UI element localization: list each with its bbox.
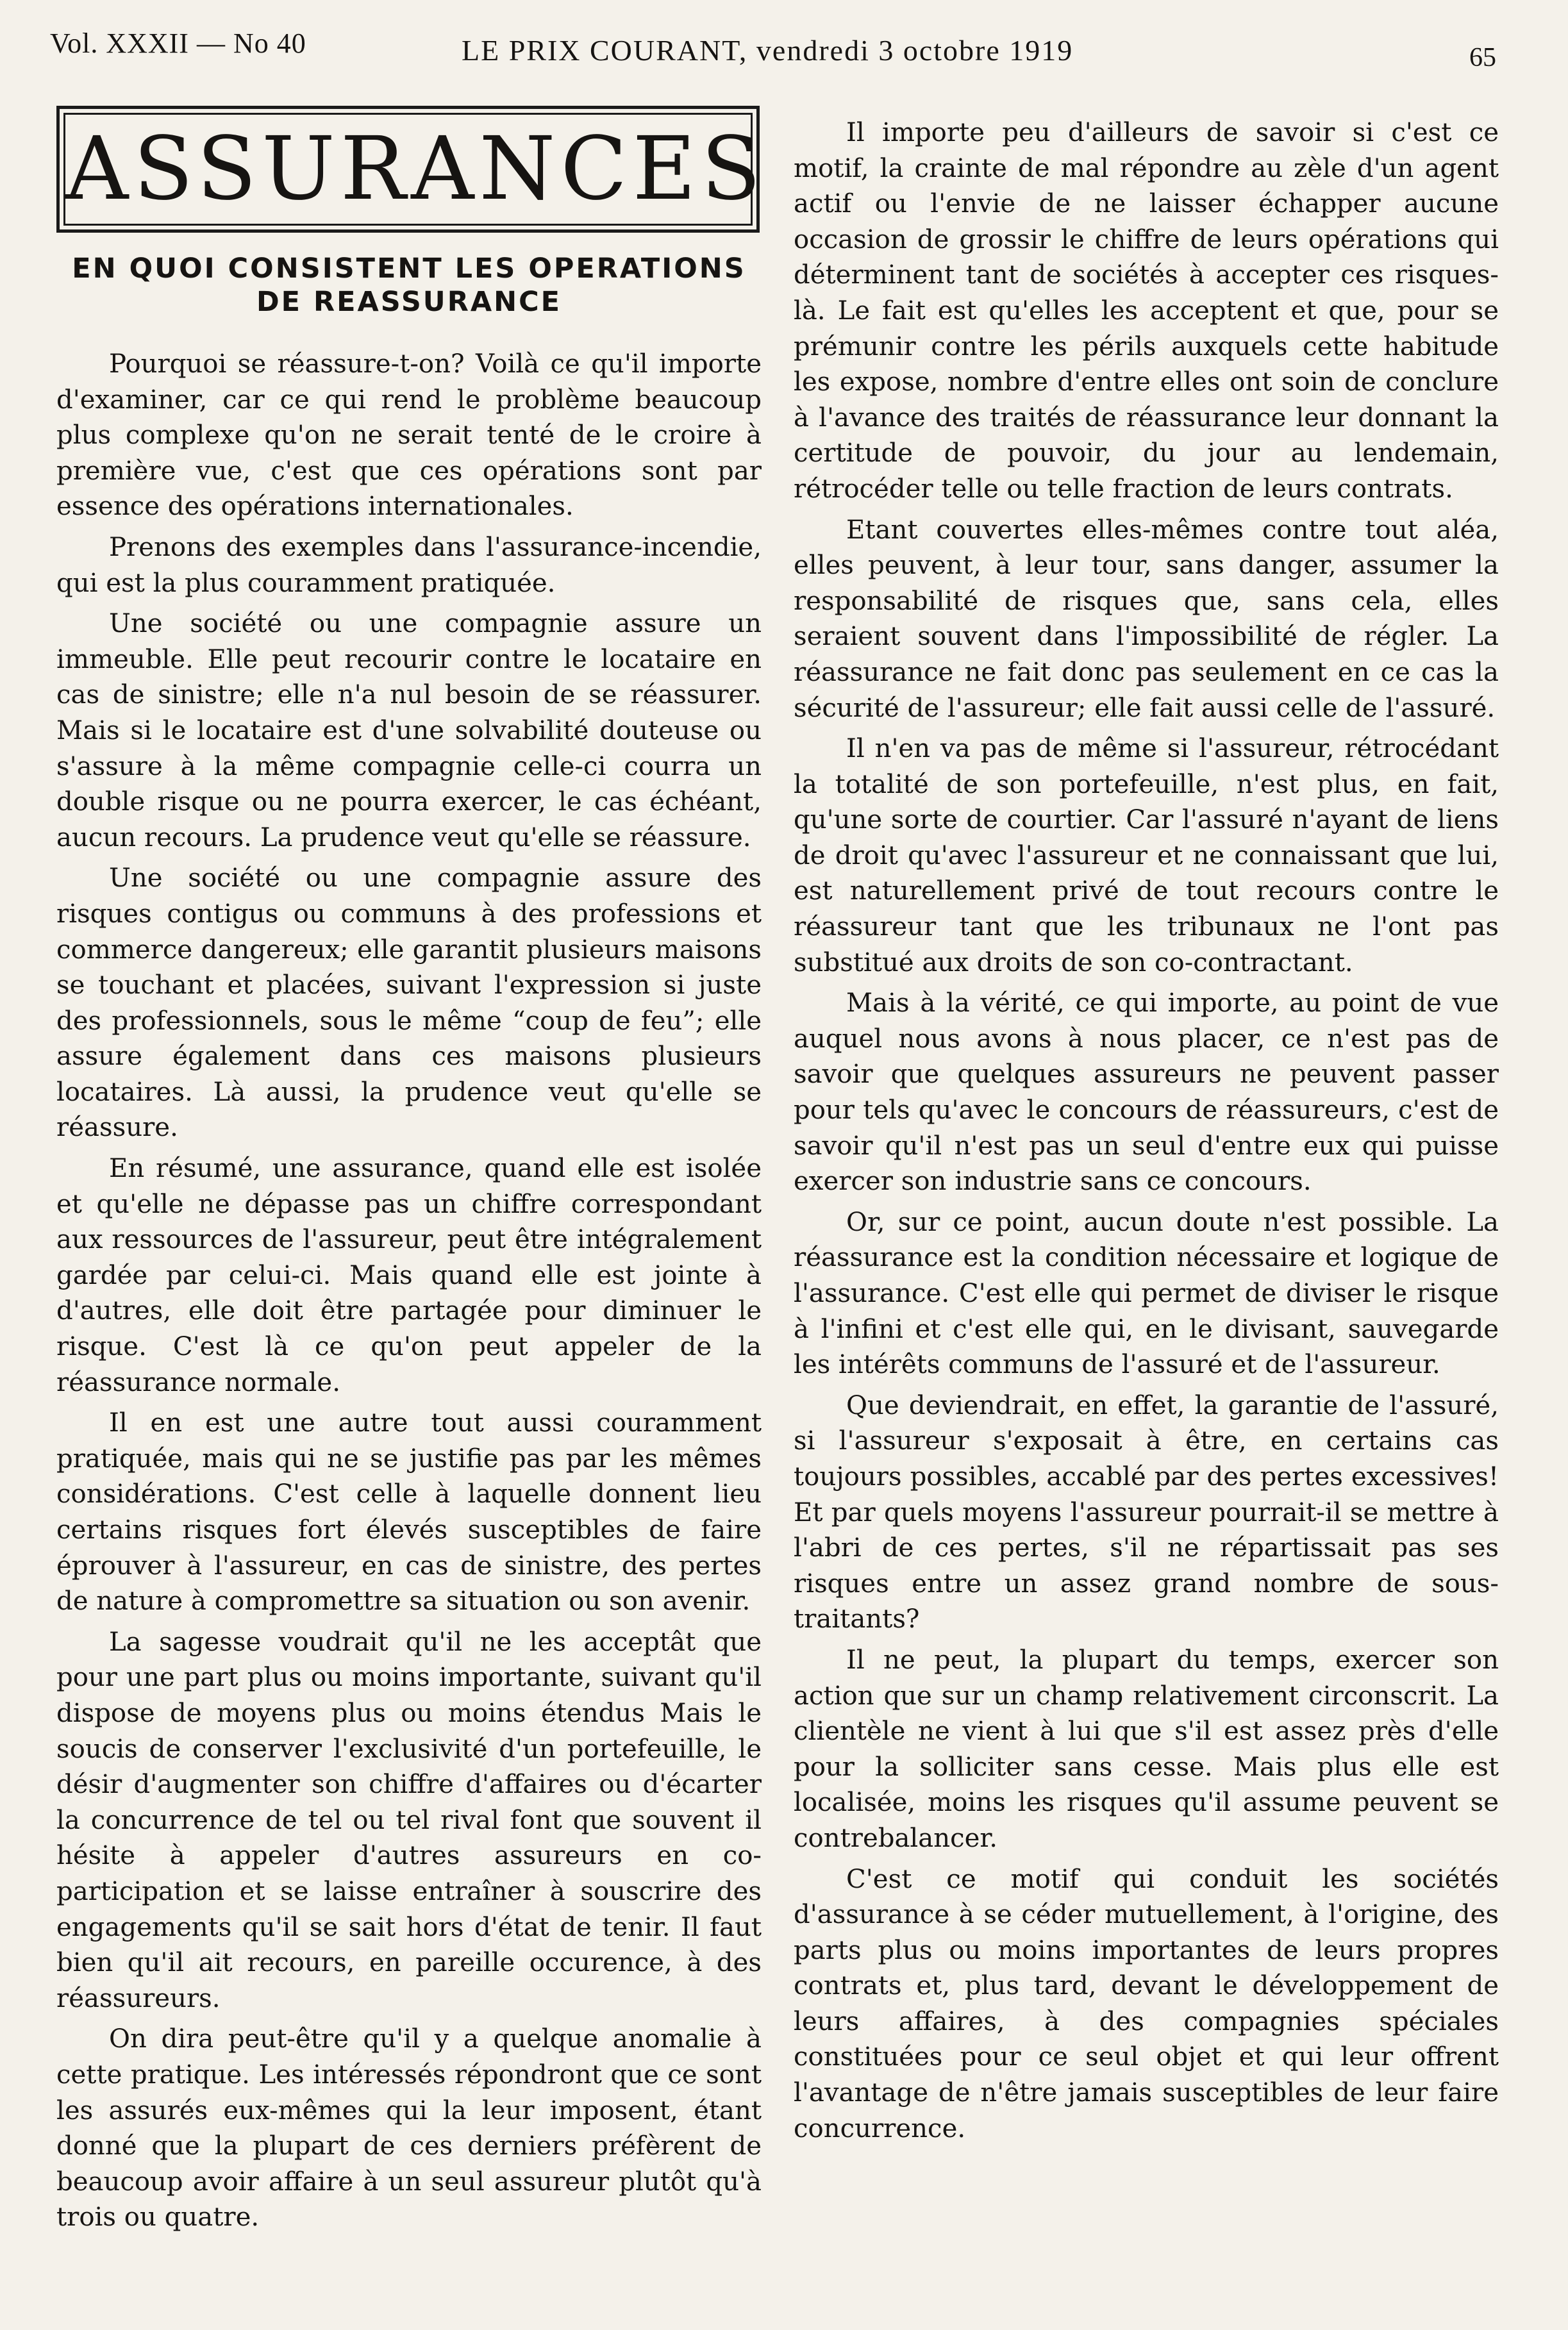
page-header [0, 0, 1568, 96]
paragraph: Mais à la vérité, ce qui importe, au point de vue auquel nous avons à nous placer, ce n'est pas de savoir que quelques assureurs ne peuvent passer pour tels qu'avec le concours de réassureurs, c'est de savoir qu'il n'est pas un seul d'entre eux qui puisse exercer son industrie sans ce concours. [794, 988, 1499, 1197]
paragraph: Etant couvertes elles-mêmes contre tout aléa, elles peuvent, à leur tour, sans danger, assumer la responsabilité de risques que, sans cela, elles seraient souvent dans l'impossibilité de régler. La réassurance ne fait donc pas seulement en ce cas la sécurité de l'assureur; elle fait aussi celle de l'assuré. [794, 515, 1499, 723]
paragraph: C'est ce motif qui conduit les sociétés d'assurance à se céder mutuellement, à l'origine, des parts plus ou moins importantes de leurs propres contrats et, plus tard, devant le développement de leurs affaires, à des compagnies spéciales constituées pour ce seul objet et qui leur offrent l'avantage de n'être jamais susceptibles de leur faire concurrence. [794, 1864, 1499, 2143]
article-title: EN QUOI CONSISTENT LES OPERATIONS DE REASSURANCE [72, 253, 746, 318]
paragraph: Il ne peut, la plupart du temps, exercer son action que sur un champ relativement circonscrit. La clientèle ne vient à lui que s'il est assez près d'elle pour la solliciter sans cesse. Mais plus elle est localisée, moins les risques qu'il assume peuvent se contrebalancer. [794, 1645, 1499, 1853]
section-title-frame [56, 106, 766, 233]
section-title: ASSURANCES [63, 113, 753, 226]
journal-title-date: LE PRIX COURANT, vendredi 3 octobre 1919 [462, 34, 1074, 67]
paragraph: La sagesse voudrait qu'il ne les acceptât que pour une part plus ou moins importante, suivant qu'il dispose de moyens plus ou moins étendus Mais le soucis de conserver l'exclusivité d'un portefeuille, le désir d'augmenter son chiffre d'affaires ou d'écarter la concurrence de tel ou tel rival font que souvent il hésite à appeler d'autres assureurs en co-participation et se laisse entraîner à souscrire des engagements qu'il se sait hors d'état de tenir. Il faut bien qu'il ait recours, en pareille occurence, à des réassureurs. [56, 1627, 762, 2013]
volume-number: Vol. XXXII — No 40 [50, 28, 306, 59]
paragraph: Que deviendrait, en effet, la garantie de l'assuré, si l'assureur s'exposait à être, en certains cas toujours possibles, accablé par des pertes excessives! Et par quels moyens l'assureur pourrait-il se mettre à l'abri de ces pertes, s'il ne répartissait pas ses risques entre un assez grand nombre de sous-traitants? [794, 1390, 1499, 1635]
paragraph: Il n'en va pas de même si l'assureur, rétrocédant la totalité de son portefeuille, n'est plus, en fait, qu'une sorte de courtier. Car l'assuré n'ayant de liens de droit qu'avec l'assureur et ne connaissant que lui, est naturellement privé de tout recours contre le réassureur tant que les tribunaux ne l'ont pas substitué aux droits de son co-contractant. [794, 734, 1499, 978]
paragraph: Il importe peu d'ailleurs de savoir si c'est ce motif, la crainte de mal répondre au zèle d'un agent actif ou l'envie de ne laisser échapper aucune occasion de grossir le chiffre de leurs opérations qui déterminent tant de sociétés à accepter ces risques-là. Le fait est qu'elles les acceptent et que, pour se prémunir contre les périls auxquels cette habitude les expose, nombre d'entre elles ont soin de conclure à l'avance des traités de réassurance leur donnant la certitude de pouvoir, du jour au lendemain, rétrocéder telle ou telle fraction de leurs contrats. [794, 118, 1499, 504]
paragraph: Or, sur ce point, aucun doute n'est possible. La réassurance est la condition nécessaire et logique de l'assurance. C'est elle qui permet de diviser le risque à l'infini et c'est elle qui, en le divisant, sauvegarde les intérêts communs de l'assuré et de l'assureur. [794, 1207, 1499, 1380]
paragraph: Une société ou une compagnie assure des risques contigus ou communs à des professions et commerce dangereux; elle garantit plusieurs maisons se touchant et placées, suivant l'expression si juste des professionnels, sous le même “coup de feu”; elle assure également dans ces maisons plusieurs locataires. Là aussi, la prudence veut qu'elle se réassure. [56, 863, 762, 1143]
paragraph: Une société ou une compagnie assure un immeuble. Elle peut recourir contre le locataire en cas de sinistre; elle n'a nul besoin de se réassurer. Mais si le locataire est d'une solvabilité douteuse ou s'assure à la même compagnie celle-ci courra un double risque ou ne pourra exercer, le cas échéant, aucun recours. La prudence veut qu'elle se réassure. [56, 609, 762, 853]
paragraph: Prenons des exemples dans l'assurance-incendie, qui est la plus couramment pratiquée. [56, 532, 762, 598]
left-column [56, 106, 766, 2236]
paragraph: En résumé, une assurance, quand elle est isolée et qu'elle ne dépasse pas un chiffre correspondant aux ressources de l'assureur, peut être intégralement gardée par celui-ci. Mais quand elle est jointe à d'autres, elle doit être partagée pour diminuer le risque. C'est là ce qu'on peut appeler de la réassurance normale. [56, 1154, 762, 1397]
right-column [794, 115, 1499, 2147]
page-number: 65 [1469, 43, 1496, 72]
paragraph: Il en est une autre tout aussi couramment pratiquée, mais qui ne se justifie pas par les mêmes considérations. C'est celle à laquelle donnent lieu certains risques fort élevés susceptibles de faire éprouver à l'assureur, en cas de sinistre, des pertes de nature à compromettre sa situation ou son avenir. [56, 1408, 762, 1617]
paragraph: On dira peut-être qu'il y a quelque anomalie à cette pratique. Les intéressés répondront que ce sont les assurés eux-mêmes qui la leur imposent, étant donné que la plupart de ces derniers préfèrent de beaucoup avoir affaire à un seul assureur plutôt qu'à trois ou quatre. [56, 2024, 762, 2233]
paragraph: Pourquoi se réassure-t-on? Voilà ce qu'il importe d'examiner, car ce qui rend le problème beaucoup plus complexe qu'on ne serait tenté de le croire à première vue, c'est que ces opérations sont par essence des opérations internationales. [56, 349, 762, 522]
